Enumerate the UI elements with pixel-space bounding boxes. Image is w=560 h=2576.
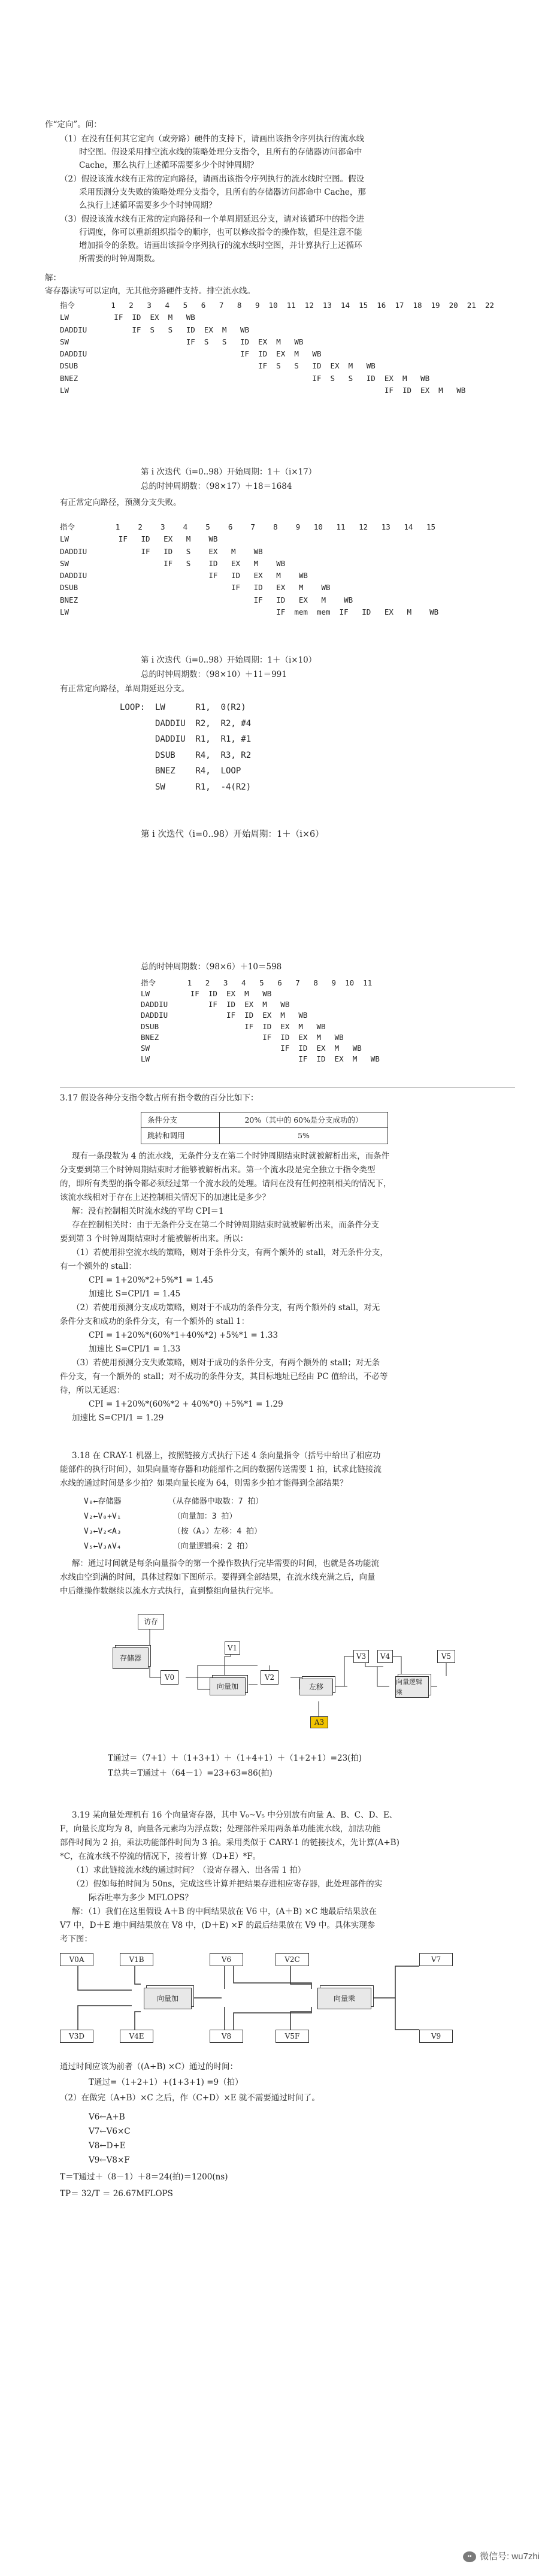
formula: T通过=（1+2+1）+(1+3+1) =9（拍）	[89, 2078, 243, 2087]
vector-instr: V₅←V₃∧V₄ （向量逻辑乘：2 拍）	[84, 1542, 253, 1551]
body-line: 要到第 3 个时钟周期结束时才能被解析出来。所以：	[60, 1234, 249, 1244]
formula: CPI = 1+20%*(60%*1+40%*2) +5%*1 = 1.33	[89, 1331, 279, 1340]
section-divider	[60, 1087, 515, 1088]
intro-line: 时空图。假设采用排空流水线的策略处理分支指令，且所有的存储器访问都命中	[79, 147, 362, 157]
body-line: （2）在做完（A+B）×C 之后，作（C+D）×E 就不需要通过时间了。	[60, 2093, 320, 2103]
pipeline-row: LW IF ID EX M WB	[141, 989, 272, 999]
body-line: 水线的通过时间是多少拍？如果向量长度为 64，则需多少拍才能得到全部结果？	[60, 1479, 348, 1488]
formula: T通过＝（7+1）＋（1+3+1）＋（1+4+1）＋（1+2+1）=23(拍)	[108, 1753, 362, 1763]
pipeline-note: 第 i 次迭代（i=0..98）开始周期：1＋（i×17）	[141, 467, 317, 477]
formula: CPI = 1+20%*(60%*2 + 40%*0) +5%*1 = 1.29	[89, 1399, 283, 1409]
code-line: LOOP: LW R1, 0(R2)	[120, 703, 246, 712]
table-cell: 条件分支	[141, 1112, 220, 1128]
body-line: V7 中，D＋E 地中间结果放在 V8 中，(D＋E) ×F 的最后结果放在 V9 中。具体实现参	[60, 1921, 376, 1930]
pipeline-intro: 有正常定向路径，预测分支失败。	[60, 498, 181, 507]
vreg-v0a: V0A	[60, 1953, 93, 1966]
body-line: 解：没有控制相关时流水线的平均 CPI＝1	[72, 1207, 224, 1216]
formula: V7←V6×C	[89, 2127, 131, 2136]
pipeline-row: LW IF ID EX M WB	[60, 313, 195, 322]
vreg-v5f: V5F	[276, 2030, 309, 2043]
watermark-text: 微信号: wu7zhi	[479, 2551, 540, 2562]
vector-mul-unit: 向量乘	[317, 1988, 371, 2009]
table-row	[141, 1128, 388, 1144]
vreg-v4: V4	[377, 1650, 393, 1663]
body-line: 件分支，有一个额外的 stall；对不成功的条件分支，其目标地址已经由 PC 值给出，不必等	[60, 1372, 388, 1381]
intro-line: 增加指令的条数。请画出该指令序列执行的流水线时空图，并计算执行上述循环	[79, 241, 362, 250]
intro-line: 所需要的时钟周期数。	[79, 254, 160, 264]
body-line: 待，所以无延迟：	[60, 1386, 125, 1395]
body-line: 现有一条段数为 4 的流水线，无条件分支在第二个时钟周期结束时就被解析出来，而条件	[72, 1151, 390, 1161]
body-line: （1）若使用排空流水线的策略，则对于条件分支，有两个额外的 stall，对无条件分支，	[72, 1248, 388, 1257]
shift-unit: 左移	[299, 1679, 333, 1695]
pipeline-row: LW IF ID EX M WB	[60, 534, 218, 544]
pipeline-row: DSUB IF ID EX M WB	[141, 1021, 326, 1031]
vreg-v1b: V1B	[120, 1953, 153, 1966]
formula: 加速比 S=CPI/1 = 1.45	[89, 1289, 181, 1299]
body-line: 分支要到第三个时钟周期结束时才能够被解析出来。第一个流水段是完全独立于指令类型	[60, 1165, 376, 1175]
vreg-v9: V9	[419, 2030, 453, 2043]
body-line: （2）若使用预测分支成功策略，则对于不成功的条件分支，有两个额外的 stall，对无	[72, 1303, 380, 1313]
pipeline-row: DADDIU IF S S ID EX M WB	[60, 325, 250, 334]
body-line: 有一个额外的 stall：	[60, 1262, 137, 1271]
vreg-v3: V3	[353, 1650, 369, 1663]
vreg-v5: V5	[437, 1650, 455, 1663]
pipeline-header: 指令 1 2 3 4 5 6 7 8 9 10 11	[141, 978, 373, 987]
areg-a3: A3	[310, 1716, 328, 1728]
code-line: BNEZ R4, LOOP	[120, 766, 241, 776]
pipeline-note: 总的时钟周期数：（98×10）＋11＝991	[141, 670, 287, 679]
pipeline-note: 总的时钟周期数：（98×17）＋18＝1684	[141, 482, 292, 491]
code-line: DSUB R4, R3, R2	[120, 750, 252, 760]
pipeline-row: SW IF S ID EX M WB	[60, 558, 286, 568]
body-line: 该流水线相对于存在上述控制相关情况下的加速比是多少？	[60, 1193, 270, 1202]
formula: CPI = 1+20%*2+5%*1 = 1.45	[89, 1275, 213, 1285]
pipeline-row: DADDIU IF ID EX M WB	[60, 349, 322, 358]
intro-line: 么执行上述循环需要多少个时钟周期？	[79, 201, 217, 210]
memory-unit: 存储器	[113, 1647, 149, 1669]
body-line: 能部件的执行时间），如果向量寄存器和功能部件之间的数据传送需要 1 拍，试求此链接流	[60, 1465, 382, 1474]
intro-line: 采用预测分支失败的策略处理分支指令，且所有的存储器访问都命中 Cache，那	[79, 188, 366, 197]
formula: 加速比 S=CPI/1 = 1.29	[72, 1413, 164, 1423]
formula: T总共＝T通过＋（64－1）=23+63=86(拍)	[108, 1768, 273, 1778]
pipeline-note: 总的时钟周期数：（98×6）＋10＝598	[141, 962, 282, 972]
pipeline-row: BNEZ IF ID EX M WB	[60, 595, 353, 604]
pipeline-row: BNEZ IF ID EX M WB	[141, 1032, 344, 1042]
solution-label: 解：	[45, 273, 61, 283]
logical-and-unit: 向量逻辑乘	[395, 1676, 429, 1698]
vreg-v3d: V3D	[60, 2030, 93, 2043]
formula: V8←D+E	[89, 2141, 126, 2151]
body-line: （2）假如每拍时间为 50ns，完成这些计算并把结果存进相应寄存器，此处理部件的实	[72, 1879, 383, 1889]
pipeline-chart-2	[60, 521, 551, 618]
formula: V6←A+B	[89, 2112, 125, 2122]
intro-line: （2）假设该流水线有正常的定向路径，请画出该指令序列执行的流水线时空图。假设	[60, 174, 365, 184]
vreg-v6: V6	[210, 1953, 243, 1966]
vector-instr: V₀←存储器 （从存储器中取数：7 拍）	[84, 1497, 264, 1506]
body-line: F，向量长度均为 8，向量各元素均为浮点数；处理部件采用两条单功能流水线，加法功能	[60, 1824, 381, 1834]
vector-instr: V₂←V₀+V₁ （向量加：3 拍）	[84, 1512, 237, 1521]
vreg-v0: V0	[161, 1670, 178, 1685]
code-line: SW R1, -4(R2)	[120, 782, 252, 792]
pipeline-row: BNEZ IF S S ID EX M WB	[60, 373, 430, 383]
body-line: 解：通过时间就是每条向量指令的第一个操作数执行完毕需要的时间，也就是各功能流	[72, 1559, 379, 1568]
pipeline-row: LW IF mem mem IF ID EX M WB	[60, 607, 439, 616]
pipeline-row: LW IF ID EX M WB	[141, 1054, 380, 1063]
formula: TP＝ 32/T ＝ 26.67MFLOPS	[60, 2189, 173, 2199]
intro-line: （3）假设该流水线有正常的定向路径和一个单周期延迟分支，请对该循环中的指令进	[60, 214, 365, 224]
code-line: DADDIU R1, R1, #1	[120, 734, 252, 745]
intro-line: 行调度，你可以重新组织指令的顺序，也可以修改指令的操作数，但是注意不能	[79, 228, 362, 237]
body-line: （1）求此链接流水线的通过时间？（设寄存器入、出各需 1 拍）	[72, 1866, 306, 1875]
pipeline-row: SW IF S S ID EX M WB	[60, 337, 304, 346]
body-line: 3.19 某向量处理机有 16 个向量寄存器，其中 V₀~V₅ 中分别放有向量 A、B、C、D、E、	[72, 1810, 398, 1820]
pipeline-row: DADDIU IF ID EX M WB	[141, 1000, 290, 1009]
scheduled-code	[120, 700, 479, 796]
body-line: 中后继操作数继续以流水方式执行，直到整组向量执行完毕。	[60, 1586, 279, 1596]
body-line: *C，在流水线不停流的情况下，接着计算（D+E）*F。	[60, 1852, 261, 1861]
vector-instr: V₃←V₂<A₃ （按（A₃）左移：4 拍）	[84, 1527, 262, 1536]
formula: T＝T通过＋（8－1）＋8＝24(拍)＝1200(ns)	[60, 2172, 228, 2182]
pipeline-header: 指令 1 2 3 4 5 6 7 8 9 10 11 12 13 14 15	[60, 522, 436, 531]
pipeline-row: DADDIU IF ID EX M WB	[60, 571, 308, 580]
table-cell: 跳转和调用	[141, 1128, 220, 1144]
body-line: 考下图：	[60, 1934, 92, 1944]
vreg-v7: V7	[419, 1953, 453, 1966]
pipeline-chart-3	[141, 978, 500, 1065]
pipeline-row: DSUB IF ID EX M WB	[60, 583, 331, 592]
pipeline-row: SW IF ID EX M WB	[141, 1043, 362, 1053]
formula: V9←V8×F	[89, 2155, 130, 2165]
vector-add-unit: 向量加	[144, 1988, 192, 2009]
body-line: 解：（1）我们在这里假设 A＋B 的中间结果放在 V6 中，(A＋B) ×C 地最后结果放在	[72, 1907, 377, 1916]
table-cell: 5%	[220, 1128, 388, 1144]
vreg-v8: V8	[210, 2030, 243, 2043]
schedule-note: 第 i 次迭代（i=0..98）开始周期：1＋（i×6）	[141, 830, 324, 839]
vreg-v2: V2	[261, 1670, 279, 1685]
pipeline-row: DSUB IF S S ID EX M WB	[60, 361, 376, 371]
table-row	[141, 1112, 388, 1128]
table-cell: 20%（其中的 60%是分支成功的）	[220, 1112, 388, 1128]
formula: 加速比 S=CPI/1 = 1.33	[89, 1344, 181, 1354]
pipeline-chart-1	[60, 300, 551, 397]
pipeline-row: LW IF ID EX M WB	[60, 385, 466, 395]
intro-line: 作“定向”。问：	[45, 120, 102, 129]
pipeline-row: DADDIU IF ID S EX M WB	[60, 546, 263, 556]
body-line: 际吞吐率为多少 MFLOPS？	[89, 1893, 193, 1903]
chaining-diagram	[108, 1611, 479, 1743]
body-line: 条件分支和成功的条件分支，有一个额外的 stall 1：	[60, 1317, 250, 1326]
access-control-box: 访存	[138, 1614, 164, 1629]
q1-intro: 寄存器读写可以定向，无其他旁路硬件支持。排空流水线。	[45, 286, 255, 296]
vreg-v4e: V4E	[120, 2030, 153, 2043]
body-line: 存在控制相关时：由于无条件分支在第二个时钟周期结束时就被解析出来，而条件分支	[72, 1220, 379, 1230]
body-line: 通过时间应该为前者（(A+B) ×C）通过的时间：	[60, 2062, 238, 2072]
vector-add-unit: 向量加	[210, 1677, 246, 1695]
body-line: 3.18 在 CRAY-1 机器上，按照链接方式执行下述 4 条向量指令（括号中给出了相应功	[72, 1451, 381, 1461]
dual-pipeline-diagram	[60, 1953, 467, 2043]
schedule-intro: 有正常定向路径，单周期延迟分支。	[60, 684, 189, 694]
wechat-watermark	[463, 2550, 540, 2563]
vreg-v2c: V2C	[276, 1953, 309, 1966]
body-line: 的，即所有类型的指令都必须经过第一个流水段的处理。请问在没有任何控制相关的情况下，	[60, 1179, 392, 1189]
body-line: 水线由空到满的时间，具体过程如下图所示。要得到全部结果，在流水线充满之后，向量	[60, 1573, 376, 1582]
code-line: DADDIU R2, R2, #4	[120, 718, 252, 728]
intro-line: Cache，那么执行上述循环需要多少个时钟周期？	[79, 161, 259, 170]
intro-line: （1）在没有任何其它定向（或旁路）硬件的支持下，请画出该指令序列执行的流水线	[60, 134, 365, 144]
pipeline-row: DADDIU IF ID EX M WB	[141, 1011, 308, 1020]
body-line: 部件时间为 2 拍，乘法功能部件时间为 3 拍。采用类似于 CARY-1 的链接技术，先计算(A+B)	[60, 1838, 399, 1848]
vreg-v1: V1	[225, 1641, 240, 1655]
wechat-icon: ••	[463, 2551, 476, 2562]
pipeline-header: 指令 1 2 3 4 5 6 7 8 9 10 11 12 13 14 15 16 17 18 19 20 21 22	[60, 301, 494, 310]
pipeline-note: 第 i 次迭代（i=0..98）开始周期：1＋（i×10）	[141, 655, 317, 665]
body-line: （3）若使用预测分支失败策略，则对于成功的条件分支，有两个额外的 stall；对无条	[72, 1358, 380, 1368]
branch-rate-table	[141, 1112, 388, 1144]
q317-title: 3.17 假设各种分支指令数占所有指令数的百分比如下：	[60, 1093, 259, 1103]
